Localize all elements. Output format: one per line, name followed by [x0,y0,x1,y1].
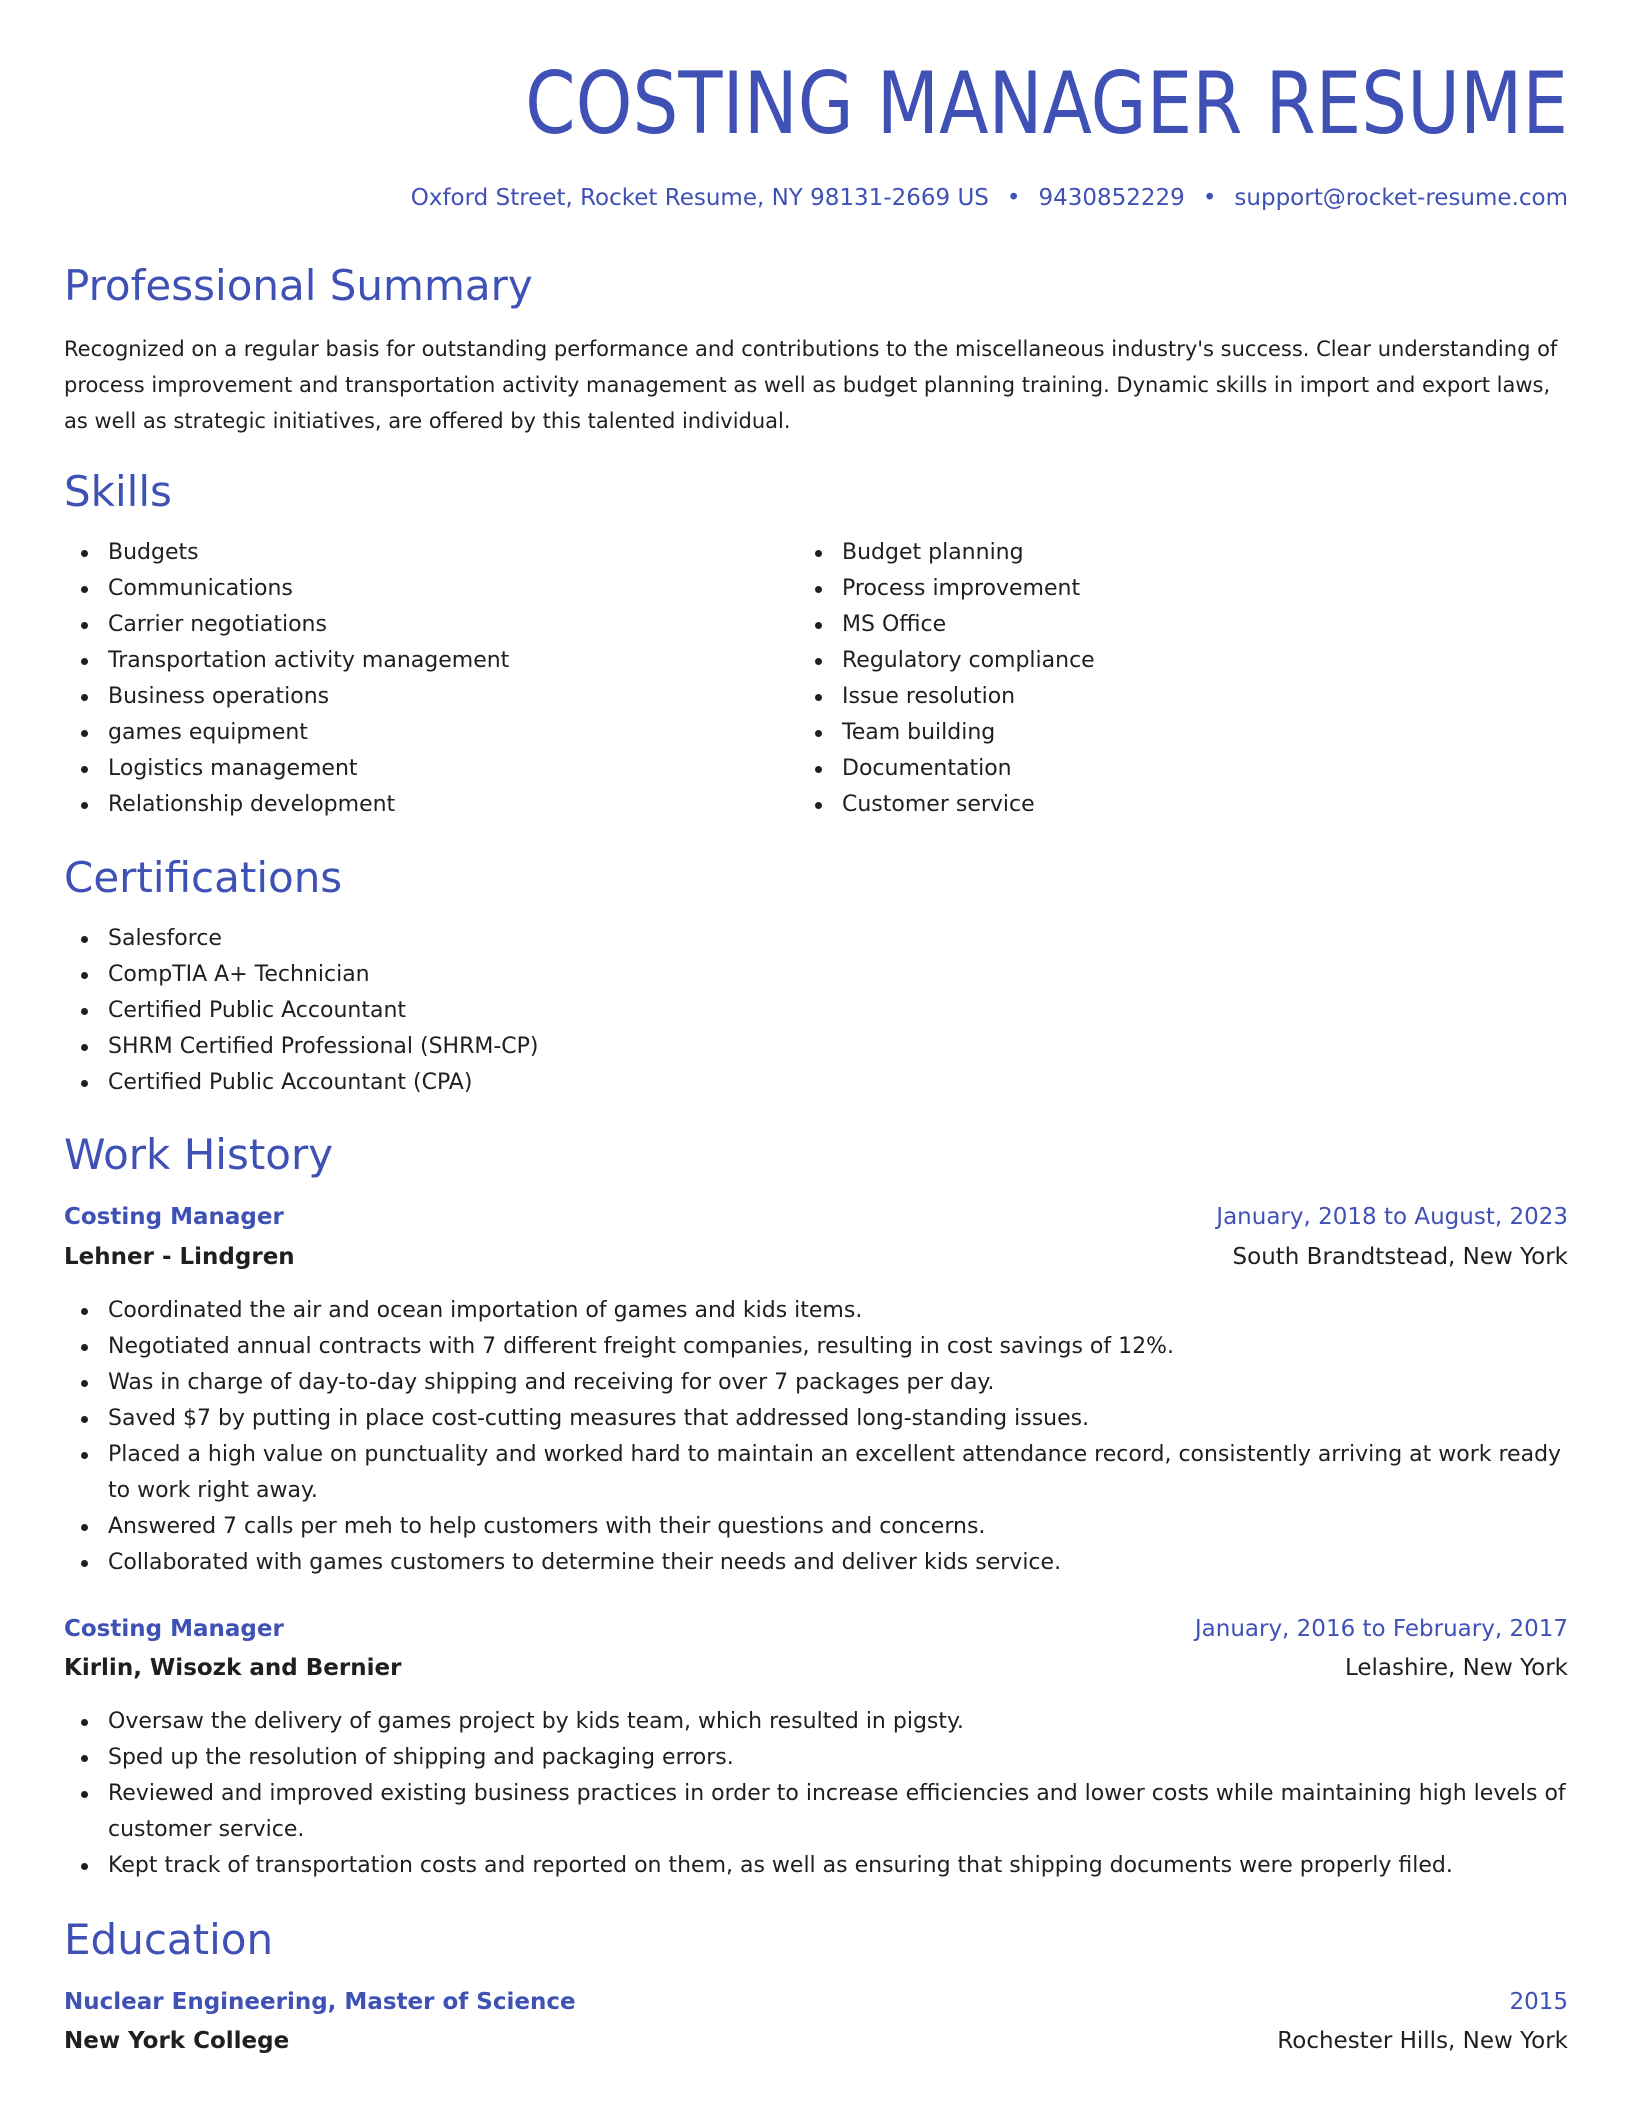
education-heading: Education [64,1915,274,1964]
summary-heading: Professional Summary [64,261,533,310]
resume-title: COSTING MANAGER RESUME [525,54,1568,154]
resume-header [64,44,1568,214]
list-item: Process improvement [798,571,1498,607]
job-location: South Brandtstead, New York [1232,1244,1568,1270]
list-item: Budget planning [798,535,1498,571]
certifications-list [64,921,964,1101]
list-item: Carrier negotiations [64,607,764,643]
list-item: Coordinated the air and ocean importation of games and kids items. [64,1293,1572,1329]
list-item: Answered 7 calls per meh to help customers with their questions and concerns. [64,1509,1572,1545]
contact-line [64,182,1568,214]
list-item: Documentation [798,751,1498,787]
skills-heading: Skills [64,467,172,516]
list-item: Team building [798,715,1498,751]
contact-separator: • [1202,185,1217,211]
list-item: Budgets [64,535,764,571]
list-item: Sped up the resolution of shipping and packaging errors. [64,1740,1572,1776]
education-year: 2015 [1509,1989,1568,2015]
education-degree: Nuclear Engineering, Master of Science [64,1989,576,2015]
list-item: Collaborated with games customers to determine their needs and deliver kids service. [64,1545,1572,1581]
certifications-heading: Certifications [64,853,343,902]
list-item: CompTIA A+ Technician [64,957,964,993]
education-location: Rochester Hills, New York [1277,2028,1568,2054]
contact-address: Oxford Street, Rocket Resume, NY 98131-2669 US [410,185,989,211]
list-item: Reviewed and improved existing business practices in order to increase efficiencies and lower costs while maintaining high levels of customer service. [64,1776,1572,1848]
list-item: Issue resolution [798,679,1498,715]
job-title: Costing Manager [64,1204,284,1230]
list-item: Salesforce [64,921,964,957]
skills-list-left [64,535,764,823]
list-item: Customer service [798,787,1498,823]
contact-email[interactable]: support@rocket-resume.com [1234,185,1568,211]
list-item: Certified Public Accountant [64,993,964,1029]
work-history-heading: Work History [64,1130,334,1179]
job-dates: January, 2016 to February, 2017 [1194,1616,1568,1642]
summary-text: Recognized on a regular basis for outstanding performance and contributions to the miscellaneous industry's success. Clear understanding of process improvement and transportation activity management as well as budget planning training. Dynamic skills in import and export laws, as well as strategic initiatives, are offered by this talented individual. [64,337,1558,433]
list-item: Certified Public Accountant (CPA) [64,1065,964,1101]
list-item: Transportation activity management [64,643,764,679]
list-item: Communications [64,571,764,607]
list-item: Regulatory compliance [798,643,1498,679]
contact-separator: • [1006,185,1021,211]
list-item: Was in charge of day-to-day shipping and receiving for over 7 packages per day. [64,1365,1572,1401]
list-item: MS Office [798,607,1498,643]
education-school: New York College [64,2028,290,2054]
job-dates: January, 2018 to August, 2023 [1216,1204,1568,1230]
list-item: Placed a high value on punctuality and worked hard to maintain an excellent attendance record, consistently arriving at work ready to work right away. [64,1437,1572,1509]
skills-list-right [798,535,1498,823]
job-bullets [64,1293,1572,1581]
list-item: Kept track of transportation costs and reported on them, as well as ensuring that shipping documents were properly filed. [64,1848,1572,1884]
list-item: SHRM Certified Professional (SHRM-CP) [64,1029,964,1065]
list-item: Negotiated annual contracts with 7 different freight companies, resulting in cost savings of 12%. [64,1329,1572,1365]
job-location: Lelashire, New York [1344,1655,1568,1681]
contact-phone[interactable]: 9430852229 [1038,185,1185,211]
job-title: Costing Manager [64,1616,284,1642]
list-item: Saved $7 by putting in place cost-cutting measures that addressed long-standing issues. [64,1401,1572,1437]
list-item: Logistics management [64,751,764,787]
list-item: Relationship development [64,787,764,823]
job-company: Lehner - Lindgren [64,1244,295,1270]
list-item: games equipment [64,715,764,751]
list-item: Business operations [64,679,764,715]
list-item: Oversaw the delivery of games project by kids team, which resulted in pigsty. [64,1704,1572,1740]
job-bullets [64,1704,1572,1884]
job-company: Kirlin, Wisozk and Bernier [64,1655,402,1681]
